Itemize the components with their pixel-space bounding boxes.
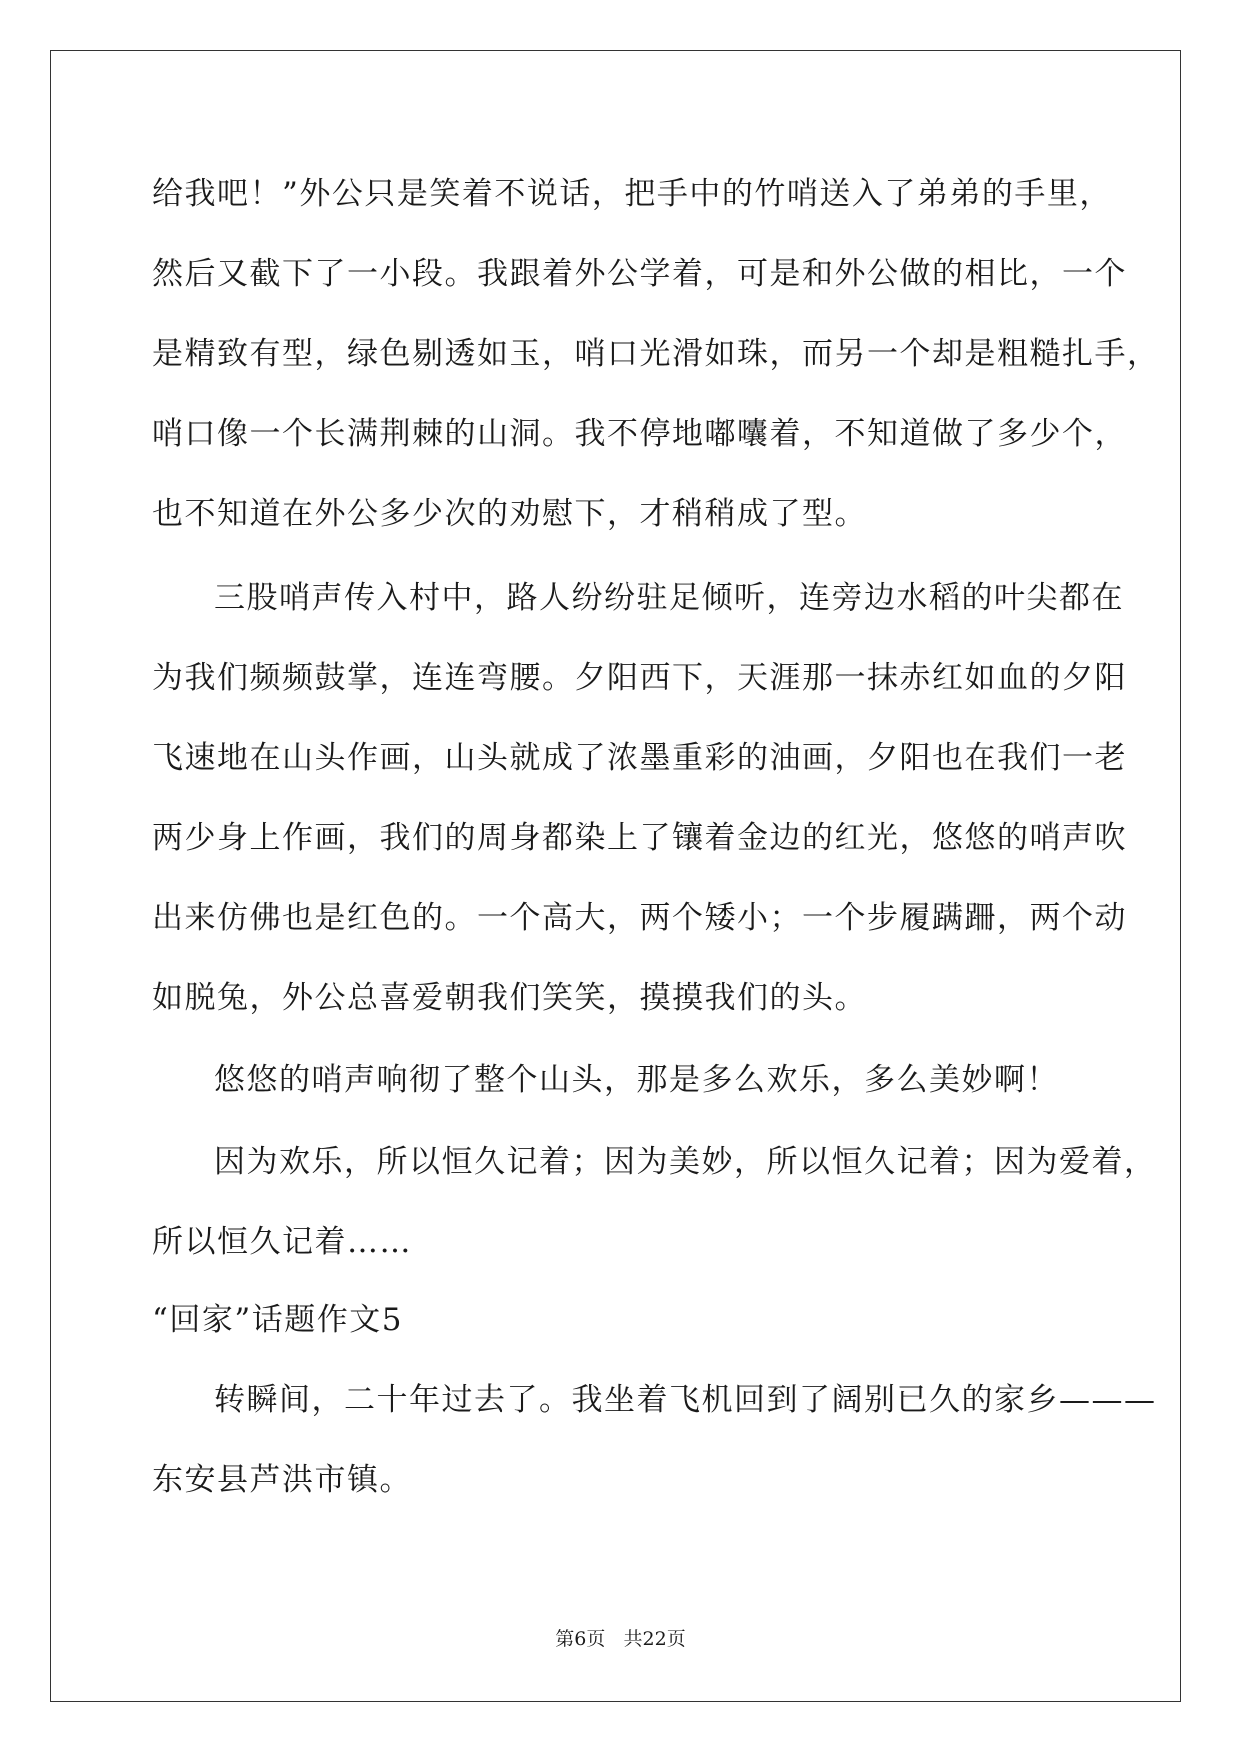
text-line: 给我吧！”外公只是笑着不说话，把手中的竹哨送入了弟弟的手里， <box>152 176 1112 212</box>
section-heading: “回家”话题作文5 <box>152 1302 403 1338</box>
text-line: 飞速地在山头作画，山头就成了浓墨重彩的油画，夕阳也在我们一老 <box>152 740 1127 776</box>
paragraph-start-line: 三股哨声传入村中，路人纷纷驻足倾听，连旁边水稻的叶尖都在 <box>214 580 1124 616</box>
page-footer <box>0 1626 1241 1652</box>
text-line: 也不知道在外公多少次的劝慰下，才稍稍成了型。 <box>152 496 867 532</box>
text-line: 两少身上作画，我们的周身都染上了镶着金边的红光，悠悠的哨声吹 <box>152 820 1127 856</box>
text-line: 所以恒久记着…… <box>152 1224 412 1260</box>
text-line: 是精致有型，绿色剔透如玉，哨口光滑如珠，而另一个却是粗糙扎手， <box>152 336 1160 372</box>
paragraph-start-line: 因为欢乐，所以恒久记着；因为美妙，所以恒久记着；因为爱着， <box>214 1144 1157 1180</box>
page-frame <box>50 50 1181 1702</box>
page-total: 共22页 <box>623 1628 686 1650</box>
paragraph-start-line: 转瞬间，二十年过去了。我坐着飞机回到了阔别已久的家乡——— <box>214 1382 1157 1418</box>
text-line: 为我们频频鼓掌，连连弯腰。夕阳西下，天涯那一抹赤红如血的夕阳 <box>152 660 1127 696</box>
text-line: 哨口像一个长满荆棘的山洞。我不停地嘟囔着，不知道做了多少个， <box>152 416 1127 452</box>
text-line: 如脱兔，外公总喜爱朝我们笑笑，摸摸我们的头。 <box>152 980 867 1016</box>
page-number: 第6页 <box>555 1628 606 1650</box>
text-line: 东安县芦洪市镇。 <box>152 1462 412 1498</box>
paragraph-start-line: 悠悠的哨声响彻了整个山头，那是多么欢乐，多么美妙啊！ <box>214 1062 1059 1098</box>
text-line: 出来仿佛也是红色的。一个高大，两个矮小；一个步履蹒跚，两个动 <box>152 900 1127 936</box>
text-line: 然后又截下了一小段。我跟着外公学着，可是和外公做的相比，一个 <box>152 256 1127 292</box>
